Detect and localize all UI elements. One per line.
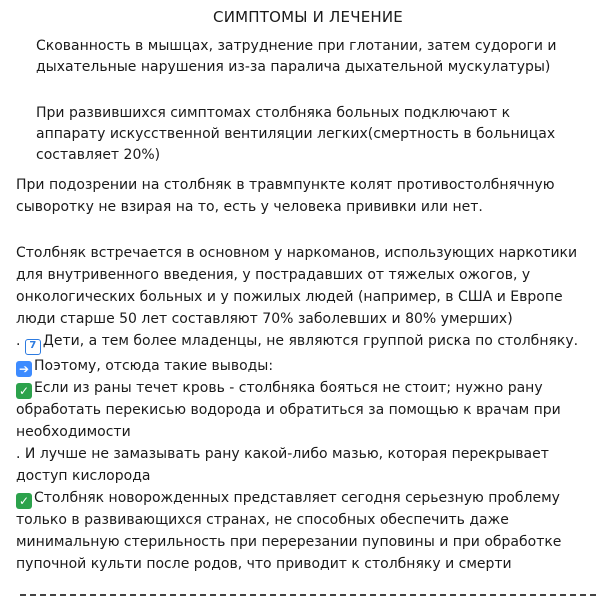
- text-line: обработать перекисью водорода и обратиться за помощью к врачам при: [16, 402, 561, 418]
- text-line-check-2: [16, 487, 578, 509]
- text-line: Дети, а тем более младенцы, не являются группой риска по столбняку.: [42, 333, 579, 349]
- check-mark-icon: ✓: [16, 383, 32, 399]
- text-line: При подозрении на столбняк в травмпункте колят противостолбнячную: [16, 177, 555, 193]
- bottom-divider: [20, 594, 596, 596]
- text-line: Скованность в мышцах, затруднение при глотании, затем судороги и: [36, 38, 557, 54]
- text-line: доступ кислорода: [16, 468, 151, 484]
- paragraph-serum: [16, 174, 554, 218]
- text-line-check-1: [16, 377, 578, 399]
- paragraph-risk-groups: [16, 242, 578, 575]
- dot-prefix: .: [16, 333, 21, 349]
- text-line: минимальную стерильность при перерезании пуповины и при обработке: [16, 534, 562, 550]
- text-line: сыворотку не взирая на то, есть у человека прививки или нет.: [16, 199, 483, 215]
- right-arrow-icon: ➔: [16, 361, 32, 377]
- text-line: Поэтому, отсюда такие выводы:: [34, 358, 274, 374]
- text-line: составляет 20%): [36, 147, 161, 163]
- text-line: необходимости: [16, 424, 131, 440]
- text-line: онкологических больных и у пожилых людей (например, в США и Европе: [16, 289, 563, 305]
- check-mark-icon: ✓: [16, 493, 32, 509]
- page-title: СИМПТОМЫ И ЛЕЧЕНИЕ: [213, 8, 403, 26]
- text-line: Столбняк новорожденных представляет сегодня серьезную проблему: [34, 490, 560, 506]
- paragraph-treatment: [36, 103, 555, 166]
- text-line: пупочной культи после родов, что приводит к столбняку и смерти: [16, 556, 512, 572]
- text-line: Если из раны течет кровь - столбняка бояться не стоит; нужно рану: [34, 380, 543, 396]
- text-line: аппарату искусственной вентиляции легких(смертность в больницах: [36, 126, 556, 142]
- text-line-conclusion: [16, 355, 578, 377]
- text-line: для внутривенного введения, у пострадавших от тяжелых ожогов, у: [16, 267, 531, 283]
- text-line-children: [16, 330, 578, 355]
- text-line: Столбняк встречается в основном у наркоманов, использующих наркотики: [16, 245, 578, 261]
- text-line: люди старше 50 лет составляют 70% заболевших и 80% умерших): [16, 311, 513, 327]
- text-line: дыхательные нарушения из-за паралича дыхательной мускулатуры): [36, 59, 551, 75]
- keycap-7-icon: 7: [25, 339, 41, 355]
- text-line: При развившихся симптомах столбняка больных подключают к: [36, 105, 511, 121]
- paragraph-symptoms: [36, 36, 557, 78]
- text-line: . И лучше не замазывать рану какой-либо мазью, которая перекрывает: [16, 446, 549, 462]
- text-line: только в развивающихся странах, не способных обеспечить даже: [16, 512, 509, 528]
